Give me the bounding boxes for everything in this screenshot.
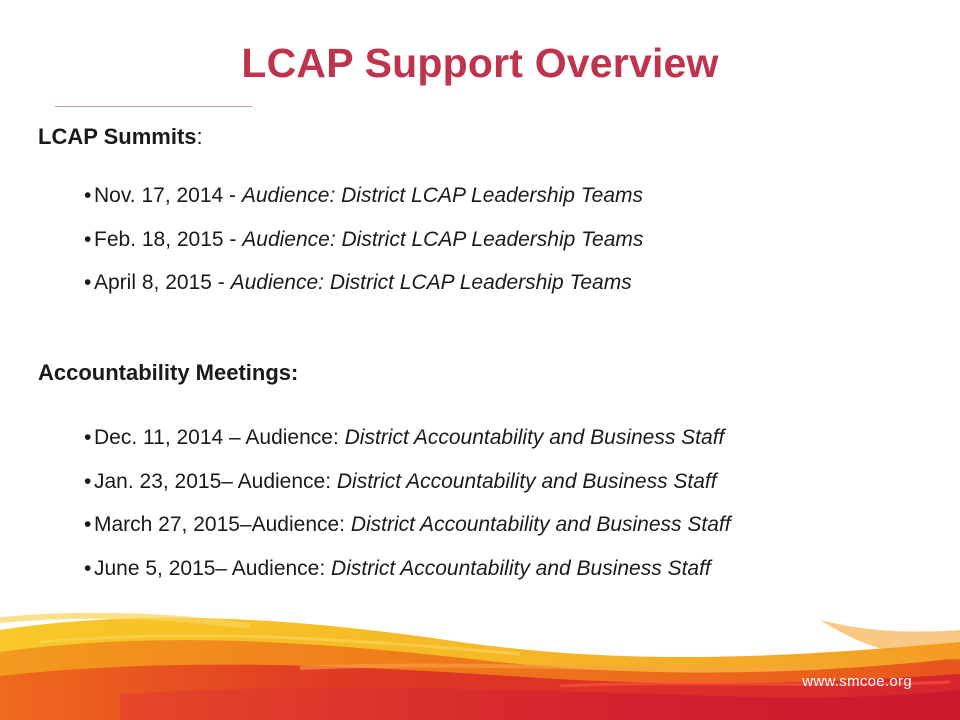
item-date: March 27, 2015–Audience: bbox=[94, 513, 351, 536]
item-date: Feb. 18, 2015 - bbox=[94, 227, 243, 251]
bullet: • bbox=[84, 227, 92, 251]
section-heading-lcap-summits bbox=[38, 124, 203, 150]
accountability-meetings-list bbox=[84, 424, 731, 598]
bullet: • bbox=[84, 469, 92, 493]
list-item bbox=[84, 468, 731, 512]
item-audience: Audience: District LCAP Leadership Teams bbox=[241, 184, 644, 207]
bullet: • bbox=[84, 426, 92, 449]
item-date: Dec. 11, 2014 – Audience: bbox=[94, 426, 345, 449]
item-audience: District Accountability and Business Staff bbox=[331, 556, 711, 580]
footer-url: www.smcoe.org bbox=[802, 673, 912, 690]
section-heading-text: LCAP Summits bbox=[38, 124, 197, 149]
list-item bbox=[84, 269, 643, 313]
item-audience: District Accountability and Business Staff bbox=[336, 469, 717, 493]
title-underline bbox=[55, 106, 252, 107]
item-date: Jan. 23, 2015– Audience: bbox=[94, 469, 337, 493]
footer-brush-artwork bbox=[0, 590, 960, 720]
section-heading-accountability-meetings bbox=[38, 360, 298, 386]
list-item bbox=[84, 511, 731, 555]
list-item bbox=[84, 182, 643, 226]
item-date: Nov. 17, 2014 - bbox=[94, 184, 242, 207]
bullet: • bbox=[84, 184, 92, 207]
item-date: April 8, 2015 - bbox=[94, 271, 231, 294]
slide-title: LCAP Support Overview bbox=[241, 40, 719, 86]
section-heading-text: Accountability Meetings: bbox=[38, 360, 299, 385]
item-audience: Audience: District LCAP Leadership Teams bbox=[230, 271, 632, 294]
list-item bbox=[84, 424, 731, 468]
item-audience: District Accountability and Business Staff bbox=[344, 426, 725, 449]
bullet: • bbox=[84, 271, 92, 294]
list-item bbox=[84, 226, 643, 270]
item-date: June 5, 2015– Audience: bbox=[94, 556, 332, 580]
lcap-summits-list bbox=[84, 182, 643, 313]
item-audience: District Accountability and Business Staff bbox=[350, 513, 731, 536]
section-heading-colon: : bbox=[196, 124, 203, 149]
bullet: • bbox=[84, 556, 92, 580]
bullet: • bbox=[84, 513, 92, 536]
item-audience: Audience: District LCAP Leadership Teams bbox=[242, 227, 644, 251]
